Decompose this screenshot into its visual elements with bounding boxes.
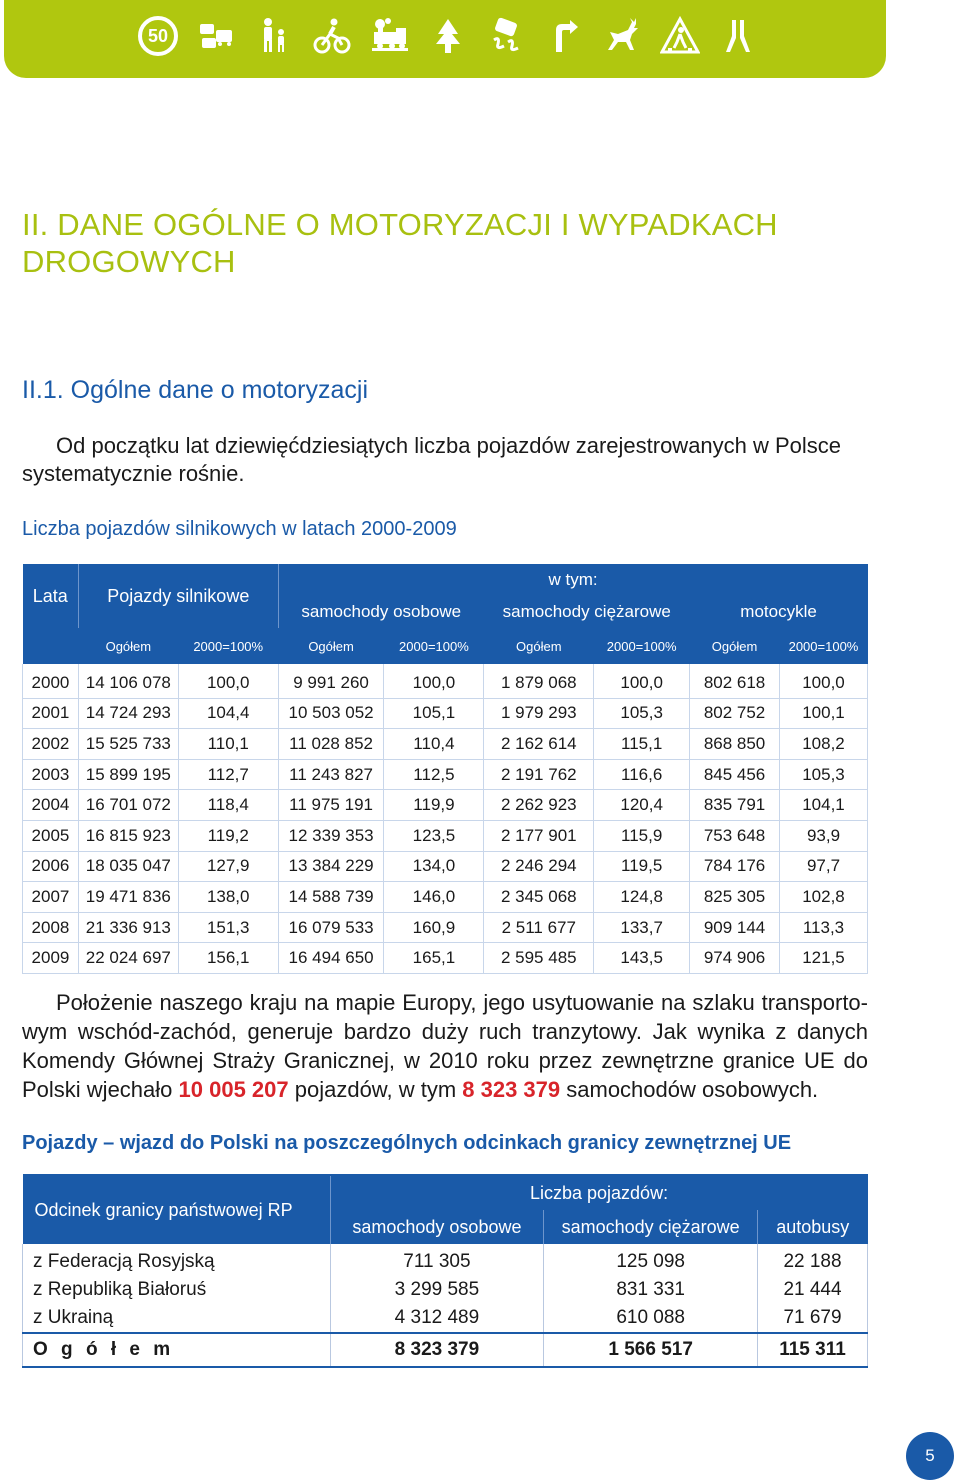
cyclist-icon bbox=[310, 14, 354, 58]
table-row bbox=[23, 664, 868, 698]
value-cell: 156,1 bbox=[178, 943, 278, 974]
value-cell: 802 752 bbox=[690, 698, 780, 729]
value-cell: 14 588 739 bbox=[278, 882, 384, 913]
header-w-tym: w tym: bbox=[278, 564, 867, 596]
value-cell: 2 345 068 bbox=[484, 882, 594, 913]
value-cell: 2 511 677 bbox=[484, 912, 594, 943]
value-cell: 909 144 bbox=[690, 912, 780, 943]
subheader-total: Ogółem bbox=[78, 628, 178, 664]
value-cell: 97,7 bbox=[779, 851, 867, 882]
value-cell: 11 975 191 bbox=[278, 790, 384, 821]
value-cell: 146,0 bbox=[384, 882, 484, 913]
value-cell: 12 339 353 bbox=[278, 820, 384, 851]
value-cell: 143,5 bbox=[594, 943, 690, 974]
header-empty bbox=[23, 628, 79, 664]
value-cell: 2 191 762 bbox=[484, 759, 594, 790]
header-ciezarowe: samochody ciężarowe bbox=[484, 596, 690, 628]
value-cell: 100,0 bbox=[384, 664, 484, 698]
table1-caption: Liczba pojazdów silnikowych w latach 2000-2009 bbox=[22, 518, 457, 540]
value-cell: 119,5 bbox=[594, 851, 690, 882]
value-cell: 110,1 bbox=[178, 729, 278, 760]
value-cell: 118,4 bbox=[178, 790, 278, 821]
value-cell: 112,7 bbox=[178, 759, 278, 790]
highlight-cars: 8 323 379 bbox=[462, 1077, 561, 1102]
value-cell: 102,8 bbox=[779, 882, 867, 913]
highlight-total-vehicles: 10 005 207 bbox=[178, 1077, 289, 1102]
border-section-cell: z Federacją Rosyjską bbox=[23, 1244, 331, 1276]
header-motocykle: motocykle bbox=[690, 596, 868, 628]
value-cell: 753 648 bbox=[690, 820, 780, 851]
intro-paragraph: Od początku lat dziewięćdziesiątych liczba pojazdów zarejestrowanych w Polsce systematycznie rośnie. bbox=[22, 433, 842, 486]
value-cell: 105,3 bbox=[779, 759, 867, 790]
year-cell: 2009 bbox=[23, 943, 79, 974]
header-ciezarowe: samochody ciężarowe bbox=[544, 1210, 758, 1244]
header-lata: Lata bbox=[23, 564, 79, 628]
value-cell: 112,5 bbox=[384, 759, 484, 790]
value-cell: 115,9 bbox=[594, 820, 690, 851]
value-cell: 14 724 293 bbox=[78, 698, 178, 729]
table-row bbox=[23, 943, 868, 974]
value-cell: 160,9 bbox=[384, 912, 484, 943]
value-cell: 124,8 bbox=[594, 882, 690, 913]
value-cell: 100,0 bbox=[594, 664, 690, 698]
train-icon bbox=[368, 14, 412, 58]
subheader-index: 2000=100% bbox=[779, 628, 867, 664]
chapter-title: II. DANE OGÓLNE O MOTORYZACJI I WYPADKACH DROGOWYCH bbox=[22, 207, 778, 279]
value-cell: 105,1 bbox=[384, 698, 484, 729]
header-odcinek: Odcinek granicy państwowej RP bbox=[23, 1175, 331, 1244]
value-cell: 100,0 bbox=[779, 664, 867, 698]
total-value: 115 311 bbox=[758, 1333, 868, 1367]
pedestrian-child-icon bbox=[252, 14, 296, 58]
value-cell: 104,1 bbox=[779, 790, 867, 821]
value-cell: 133,7 bbox=[594, 912, 690, 943]
subheader-total: Ogółem bbox=[690, 628, 780, 664]
table-row bbox=[23, 698, 868, 729]
value-cell: 9 991 260 bbox=[278, 664, 384, 698]
value-cell: 119,9 bbox=[384, 790, 484, 821]
value-cell: 845 456 bbox=[690, 759, 780, 790]
value-cell: 16 701 072 bbox=[78, 790, 178, 821]
year-cell: 2007 bbox=[23, 882, 79, 913]
subheader-total: Ogółem bbox=[484, 628, 594, 664]
value-cell: 711 305 bbox=[330, 1244, 544, 1276]
subheader-index: 2000=100% bbox=[594, 628, 690, 664]
paragraph-text: pojazdów, w tym bbox=[288, 1077, 463, 1102]
value-cell: 784 176 bbox=[690, 851, 780, 882]
value-cell: 2 246 294 bbox=[484, 851, 594, 882]
year-cell: 2000 bbox=[23, 664, 79, 698]
value-cell: 100,1 bbox=[779, 698, 867, 729]
value-cell: 831 331 bbox=[544, 1276, 758, 1304]
value-cell: 18 035 047 bbox=[78, 851, 178, 882]
value-cell: 151,3 bbox=[178, 912, 278, 943]
value-cell: 165,1 bbox=[384, 943, 484, 974]
value-cell: 835 791 bbox=[690, 790, 780, 821]
total-value: 1 566 517 bbox=[544, 1333, 758, 1367]
value-cell: 119,2 bbox=[178, 820, 278, 851]
subheader-index: 2000=100% bbox=[178, 628, 278, 664]
total-label: O g ó ł e m bbox=[23, 1333, 331, 1367]
page-number: 5 bbox=[906, 1432, 954, 1480]
header-liczba: Liczba pojazdów: bbox=[330, 1175, 867, 1210]
value-cell: 16 815 923 bbox=[78, 820, 178, 851]
year-cell: 2006 bbox=[23, 851, 79, 882]
value-cell: 10 503 052 bbox=[278, 698, 384, 729]
total-row bbox=[23, 1333, 868, 1367]
border-entry-table-body bbox=[23, 1244, 868, 1367]
deer-icon bbox=[600, 14, 644, 58]
table-row bbox=[23, 759, 868, 790]
value-cell: 19 471 836 bbox=[78, 882, 178, 913]
value-cell: 134,0 bbox=[384, 851, 484, 882]
value-cell: 113,3 bbox=[779, 912, 867, 943]
value-cell: 110,4 bbox=[384, 729, 484, 760]
value-cell: 15 525 733 bbox=[78, 729, 178, 760]
paragraph-text: Położenie naszego kraju na mapie Europy, jego usytuowanie na szlaku transportowym wschód-zachód, generuje bardzo duży ruch tranzytowy. Jak wynika z danych Komendy Głównej Straży Granicznej, w 2010 roku przez zewnętrzne granice UE do Polski wjechało bbox=[22, 990, 868, 1102]
value-cell: 610 088 bbox=[544, 1304, 758, 1333]
value-cell: 1 979 293 bbox=[484, 698, 594, 729]
value-cell: 14 106 078 bbox=[78, 664, 178, 698]
value-cell: 2 595 485 bbox=[484, 943, 594, 974]
year-cell: 2008 bbox=[23, 912, 79, 943]
value-cell: 108,2 bbox=[779, 729, 867, 760]
value-cell: 21 444 bbox=[758, 1276, 868, 1304]
value-cell: 71 679 bbox=[758, 1304, 868, 1333]
value-cell: 22 188 bbox=[758, 1244, 868, 1276]
value-cell: 13 384 229 bbox=[278, 851, 384, 882]
value-cell: 21 336 913 bbox=[78, 912, 178, 943]
border-section-cell: z Republiką Białoruś bbox=[23, 1276, 331, 1304]
table-row bbox=[23, 912, 868, 943]
value-cell: 16 494 650 bbox=[278, 943, 384, 974]
value-cell: 120,4 bbox=[594, 790, 690, 821]
value-cell: 11 243 827 bbox=[278, 759, 384, 790]
border-section-cell: z Ukrainą bbox=[23, 1304, 331, 1333]
header-icons bbox=[136, 14, 760, 58]
value-cell: 868 850 bbox=[690, 729, 780, 760]
header-pojazdy: Pojazdy silnikowe bbox=[78, 564, 278, 628]
header-osobowe: samochody osobowe bbox=[278, 596, 484, 628]
vehicles-table-body bbox=[23, 664, 868, 973]
header-autobusy: autobusy bbox=[758, 1210, 868, 1244]
table-row bbox=[23, 1244, 868, 1276]
value-cell: 16 079 533 bbox=[278, 912, 384, 943]
table-row bbox=[23, 729, 868, 760]
value-cell: 2 177 901 bbox=[484, 820, 594, 851]
skidding-car-icon bbox=[484, 14, 528, 58]
value-cell: 974 906 bbox=[690, 943, 780, 974]
year-cell: 2003 bbox=[23, 759, 79, 790]
value-cell: 2 262 923 bbox=[484, 790, 594, 821]
table-row bbox=[23, 851, 868, 882]
value-cell: 121,5 bbox=[779, 943, 867, 974]
table-row bbox=[23, 820, 868, 851]
year-cell: 2005 bbox=[23, 820, 79, 851]
transit-paragraph bbox=[22, 988, 868, 1104]
value-cell: 825 305 bbox=[690, 882, 780, 913]
total-value: 8 323 379 bbox=[330, 1333, 544, 1367]
table-row bbox=[23, 882, 868, 913]
value-cell: 2 162 614 bbox=[484, 729, 594, 760]
table-row bbox=[23, 790, 868, 821]
header-osobowe: samochody osobowe bbox=[330, 1210, 544, 1244]
value-cell: 1 879 068 bbox=[484, 664, 594, 698]
tree-icon bbox=[426, 14, 470, 58]
value-cell: 3 299 585 bbox=[330, 1276, 544, 1304]
subheader-index: 2000=100% bbox=[384, 628, 484, 664]
value-cell: 4 312 489 bbox=[330, 1304, 544, 1333]
road-curve-icon bbox=[542, 14, 586, 58]
value-cell: 138,0 bbox=[178, 882, 278, 913]
value-cell: 11 028 852 bbox=[278, 729, 384, 760]
value-cell: 123,5 bbox=[384, 820, 484, 851]
value-cell: 15 899 195 bbox=[78, 759, 178, 790]
pedestrian-crossing-icon bbox=[658, 14, 702, 58]
value-cell: 22 024 697 bbox=[78, 943, 178, 974]
section-title: II.1. Ogólne dane o motoryzacji bbox=[22, 376, 369, 404]
vehicles-table bbox=[22, 564, 868, 974]
value-cell: 100,0 bbox=[178, 664, 278, 698]
speed-limit-icon: 50 bbox=[136, 14, 180, 58]
paragraph-text: samochodów osobowych. bbox=[560, 1077, 819, 1102]
road-narrowing-icon bbox=[716, 14, 760, 58]
value-cell: 93,9 bbox=[779, 820, 867, 851]
header-band bbox=[4, 0, 886, 78]
traffic-jam-icon bbox=[194, 14, 238, 58]
value-cell: 802 618 bbox=[690, 664, 780, 698]
table-row bbox=[23, 1276, 868, 1304]
table-row bbox=[23, 1304, 868, 1333]
value-cell: 115,1 bbox=[594, 729, 690, 760]
value-cell: 105,3 bbox=[594, 698, 690, 729]
year-cell: 2004 bbox=[23, 790, 79, 821]
table2-caption: Pojazdy – wjazd do Polski na poszczególnych odcinkach granicy zewnętrznej UE bbox=[22, 1132, 792, 1154]
value-cell: 104,4 bbox=[178, 698, 278, 729]
value-cell: 125 098 bbox=[544, 1244, 758, 1276]
year-cell: 2002 bbox=[23, 729, 79, 760]
subheader-total: Ogółem bbox=[278, 628, 384, 664]
border-entry-table bbox=[22, 1174, 868, 1368]
value-cell: 127,9 bbox=[178, 851, 278, 882]
year-cell: 2001 bbox=[23, 698, 79, 729]
value-cell: 116,6 bbox=[594, 759, 690, 790]
